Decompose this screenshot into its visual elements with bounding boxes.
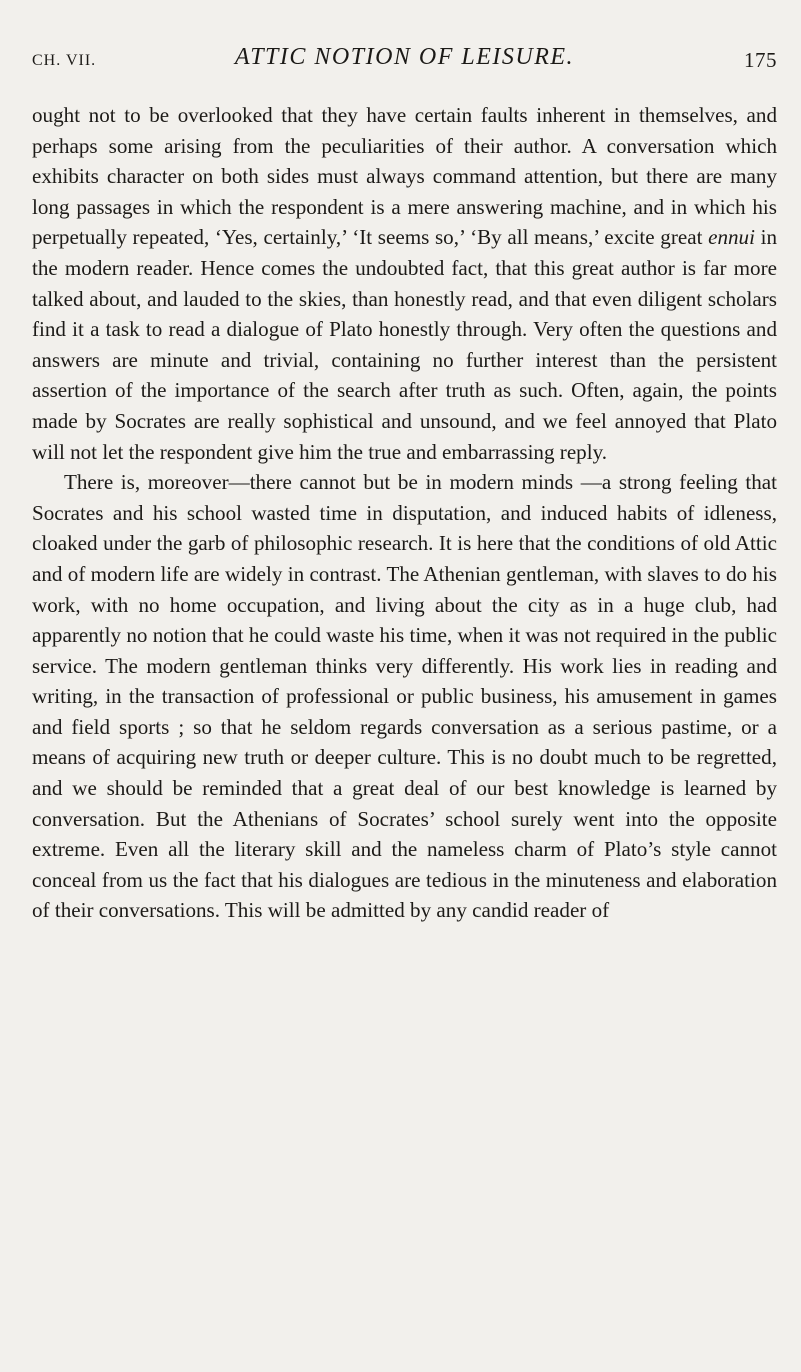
paragraph-1-text-a: ought not to be overlooked that they have certain faults inherent in themselves, and perhaps some arising from the peculiarities of their author. A conversation which exhibits character on both sides must always command attention, but there are many long passages in which the respondent is a mere answering machine, and in which his perpetually repeated, ‘Yes, certainly,’ ‘It seems so,’ ‘By all means,’ excite great xyxy=(32,103,777,250)
running-title: ATTIC NOTION OF LEISURE. xyxy=(234,44,575,70)
italic-word: ennui xyxy=(708,225,755,250)
chapter-label: CH. VII. xyxy=(32,52,97,69)
page-number: 175 xyxy=(744,48,777,72)
paragraph-2: There is, moreover—there cannot but be in modern minds —a strong feeling that Socrates and his school wasted time in disputation, and induced habits of idleness, cloaked under the garb of philosophic research. It is here that the conditions of old Attic and of modern life are widely in contrast. The Athenian gentleman, with slaves to do his work, with no home occupation, and living about the city as in a huge club, had apparently no notion that he could waste his time, when it was not required in the public service. The modern gentleman thinks very differently. His work lies in reading and writing, in the transaction of professional or public business, his amusement in games and field sports ; so that he seldom regards conversation as a serious pastime, or a means of acquiring new truth or deeper culture. This is no doubt much to be regretted, and we should be reminded that a great deal of our best knowledge is learned by conversation. But the Athenians of Socrates’ school surely went into the opposite extreme. Even all the literary skill and the nameless charm of Plato’s style cannot conceal from us the fact that his dialogues are tedious in the minuteness and elaboration of their conversations. This will be admitted by any candid reader of xyxy=(32,470,777,923)
paragraph-1 xyxy=(32,100,777,467)
running-head xyxy=(32,30,777,70)
paragraph-1-text-b: in the modern reader. Hence comes the undoubted fact, that this great author is far more talked about, and lauded to the skies, than honestly read, and that even diligent scholars find it a task to read a dialogue of Plato honestly through. Very often the questions and answers are minute and trivial, containing no further interest than the persistent assertion of the importance of the search after truth as such. Often, again, the points made by Socrates are really sophistical and unsound, and we feel annoyed that Plato will not let the respondent give him the true and embarrassing reply. xyxy=(32,225,777,464)
body-text xyxy=(32,100,777,926)
